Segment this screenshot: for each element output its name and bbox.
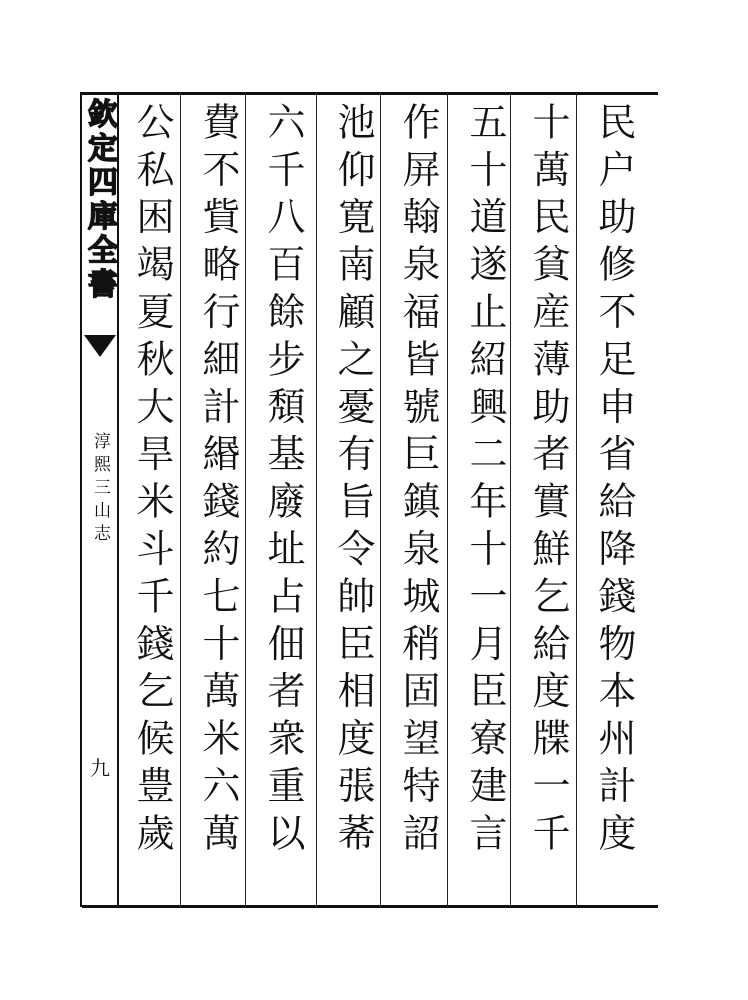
column-rule: [316, 95, 317, 905]
text-column-2: 十萬民貧産薄助者實鮮乞給度牒一千: [526, 102, 570, 861]
text-column-4: 作屏翰泉福皆號巨鎮泉城稍固望特詔: [396, 102, 440, 861]
text-column-1: 民户助修不足申省給降錢物本州計度: [592, 102, 636, 861]
margin-divider-rule: [117, 95, 119, 905]
frame-top-rule: [82, 92, 658, 95]
book-title: 淳熙三山志: [90, 432, 110, 547]
text-column-8: 公私困竭夏秋大旱米斗千錢乞候豊歲: [130, 102, 174, 861]
text-column-6: 六千八百餘步頽基廢址占佃者衆重以: [261, 102, 305, 861]
text-column-5: 池仰寛南顧之憂有旨令帥臣相度張莃: [331, 102, 375, 861]
text-column-7: 費不貲略行細計緡錢約七十萬米六萬: [196, 102, 240, 861]
fishtail-mark: [84, 335, 116, 357]
folio-number: 九: [90, 756, 110, 780]
text-column-3: 五十道遂止紹興二年十一月臣寮建言: [463, 102, 507, 861]
series-title: 欽定四庫全書: [82, 98, 117, 302]
frame-bottom-rule: [82, 905, 658, 908]
